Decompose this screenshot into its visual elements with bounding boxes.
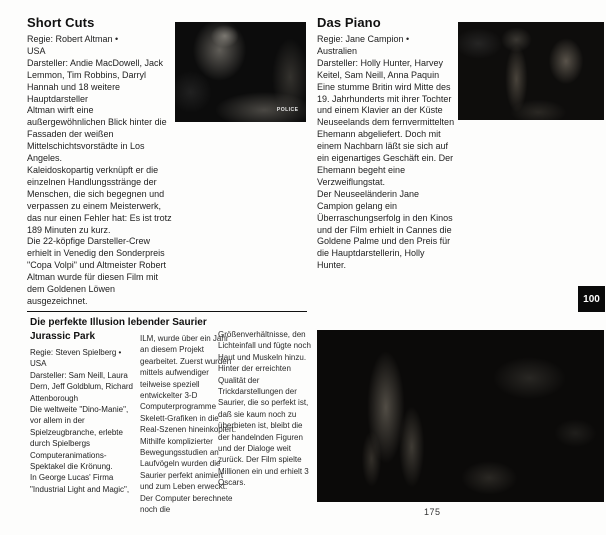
- section-divider-rule: [27, 311, 307, 312]
- body-line: Regie: Steven Spielberg •: [30, 348, 122, 357]
- body-line: USA: [27, 45, 46, 56]
- body-line: USA: [30, 359, 47, 369]
- article-short-cuts: [27, 15, 173, 308]
- corner-number-badge: 100: [578, 286, 605, 312]
- jurassic-park-title: Jurassic Park: [30, 331, 96, 342]
- page-number: 175: [424, 507, 441, 517]
- body-line: Die 22-köpfige Darsteller-Crew erhielt in Venedig den Sonderpreis "Copa Volpi" und Altmeister Robert Altman wurde für diesen Film mit dem Goldenen Löwen ausgezeichnet.: [27, 236, 166, 306]
- jurassic-park-column-2: ILM, wurde über ein Jahr an diesem Projekt gearbeitet. Zuerst wurden mittels aufwendiger teilweise speziell entwickelter 3-D Computerprogramme Skelett-Grafiken in die Real-Szenen hineinkopiert. Mithilfe komplizierter Bewegungsstudien an Laufvögeln wurden die Saurier perfekt animiert und zum Leben erweckt. Der Computer berechnete noch die: [140, 334, 237, 515]
- body-line: Eine stumme Britin wird Mitte des 19. Jahrhunderts mit ihrer Tochter und einem Klavier an der Küste Neuseelands dem fernvermittelten Ehemann abgeliefert. Doch mit einem Nachbarn läßt sie sich auf ein eigenartiges Geschäft ein. Der Ehemann begeht eine Verzweiflungstat.: [317, 81, 455, 187]
- body-line: Australien: [317, 45, 358, 56]
- body-line: Die weltweite "Dino-Manie", vor allem in der Spielzeugbranche, erlebte durch Spielbergs Computeranimations-Spektakel die Krönung.: [30, 405, 129, 472]
- jurassic-park-kicker: Die perfekte Illusion lebender Saurier: [30, 317, 207, 328]
- das-piano-title: Das Piano: [317, 15, 381, 30]
- body-line: Altman wirft eine außergewöhnlichen Blick hinter die Fassaden der weißen Mittelschichtsvorstädte in Los Angeles.: [27, 105, 167, 164]
- police-overlay-text: POLICE: [276, 107, 299, 113]
- body-line: Regie: Robert Altman •: [27, 34, 119, 44]
- body-line: Darsteller: Holly Hunter, Harvey Keitel, Sam Neill, Anna Paquin: [317, 57, 444, 80]
- short-cuts-body: [27, 34, 173, 308]
- das-piano-film-still: [458, 22, 604, 120]
- short-cuts-title: Short Cuts: [27, 15, 95, 30]
- body-line: In George Lucas' Firma "Industrial Light and Magic",: [30, 473, 130, 494]
- short-cuts-film-still: [175, 22, 306, 122]
- jurassic-park-film-still: [317, 330, 604, 502]
- jurassic-park-column-3: Größenverhältnisse, den Lichteinfall und fügte noch Haut und Muskeln hinzu. Hinter der erreichten Qualität der Trickdarstellungen der Saurier, die so perfekt ist, daß sie kaum noch zu überbieten ist, bleibt die der handelnden Figuren und der Dialoge weit zurück. Der Film spielte Millionen ein und erhielt 3 Oscars.: [218, 330, 311, 488]
- body-line: Regie: Jane Campion •: [317, 34, 410, 44]
- jurassic-park-column-1: [30, 347, 136, 495]
- body-line: Der Neuseeländerin Jane Campion gelang ein Überraschungserfolg in den Kinos und der Film erhielt in Cannes die Goldene Palme und den Preis für die Hauptdarstellerin, Holly Hunter.: [317, 188, 453, 271]
- body-line: Darsteller: Andie MacDowell, Jack Lemmon, Tim Robbins, Darryl Hannah und 18 weitere Hauptdarsteller: [27, 57, 164, 104]
- body-line: Kaleidoskopartig verknüpft er die einzelnen Handlungsstränge der Menschen, die sich begegnen und verpassen zu einem Meisterwerk, das nur einen Fehler hat: Es ist trotz 189 Minuten zu kurz.: [27, 164, 172, 235]
- body-line: Darsteller: Sam Neill, Laura Dern, Jeff Goldblum, Richard Attenborough: [30, 370, 134, 403]
- das-piano-body: [317, 34, 456, 272]
- article-das-piano: [317, 15, 456, 272]
